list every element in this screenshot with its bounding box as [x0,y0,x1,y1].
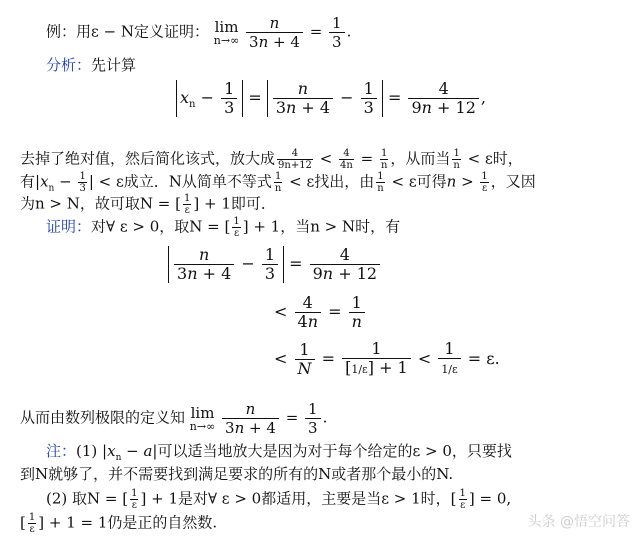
note-label: 注： [46,442,77,460]
proof-equation-3: < $\frac{1}{N}$ = $\frac{1}{[1/\varepsilon] + 1}$ < $\frac{1}{1/\varepsilon}$ = ε. [274,339,500,378]
analysis-label: 分析： [46,56,92,74]
proof-equation-2: < $\frac{4}{4n}$ = $\frac{1}{n}$ [274,294,367,331]
proof-line: 证明：对∀ ε > 0，取N = [ $\frac{1}{\varepsilon}$ ] + 1，当n > N时，有 [46,216,401,239]
analysis-paragraph-line-2: 有$|x_n$ − $\frac{1}{3}$ | < ε成立．N从简单不等式 $\frac{1}{n}$ < ε找出，由 $\frac{1}{n}$ < ε可得n > $\frac{1}{\varepsilon}$ ，又因 [20,171,536,194]
analysis-paragraph-line-1: 去掉了绝对值，然后简化该式，放大成 $\frac{4}{9n+12}$ < $\frac{4}{4n}$ = $\frac{1}{n}$ ，从而当 $\frac{1}{n}$ < ε时， [20,148,523,171]
note-line-1: 注：(1) $|x_n - a|$可以适当地放大是因为对于每个给定的ε > 0，只要找 [46,442,512,463]
analysis-line: 分析：先计算 [46,56,137,74]
conclusion-line: 从而由数列极限的定义知 lim n→∞ $\frac{n}{3n + 4}$ = $\frac{1}{3}$ . [20,400,328,437]
example-title: 例：用ε − N定义证明： lim n→∞ $\frac{n}{3n + 4}$ = $\frac{1}{3}$ . [46,14,352,51]
watermark: 头条 @悟空问答 [527,514,630,530]
note-line-2: 到N就够了，并不需要找到满足要求的所有的N或者那个最小的N. [20,465,454,483]
display-equation-1: $x_n$ − $\frac{1}{3}$ = $\frac{n}{3n + 4}$ − $\frac{1}{3}$ = $\frac{4}{9n + 12}$ , [176,80,486,117]
note-line-4: [ $\frac{1}{\varepsilon}$ ] + 1 = 1仍是正的自然数. [20,512,218,535]
analysis-paragraph-line-3: 为n > N，故可取N = [ $\frac{1}{\varepsilon}$ ] + 1即可． [20,193,276,216]
note-line-3: (2) 取N = [ $\frac{1}{\varepsilon}$ ] + 1是对∀ ε > 0都适用，主要是当ε > 1时，[ $\frac{1}{\varepsilon}$ ] = 0, [46,488,512,511]
proof-label: 证明： [46,217,92,236]
proof-equation-1: $\frac{n}{3n + 4}$ − $\frac{1}{3}$ = $\frac{4}{9n + 12}$ [168,246,382,283]
